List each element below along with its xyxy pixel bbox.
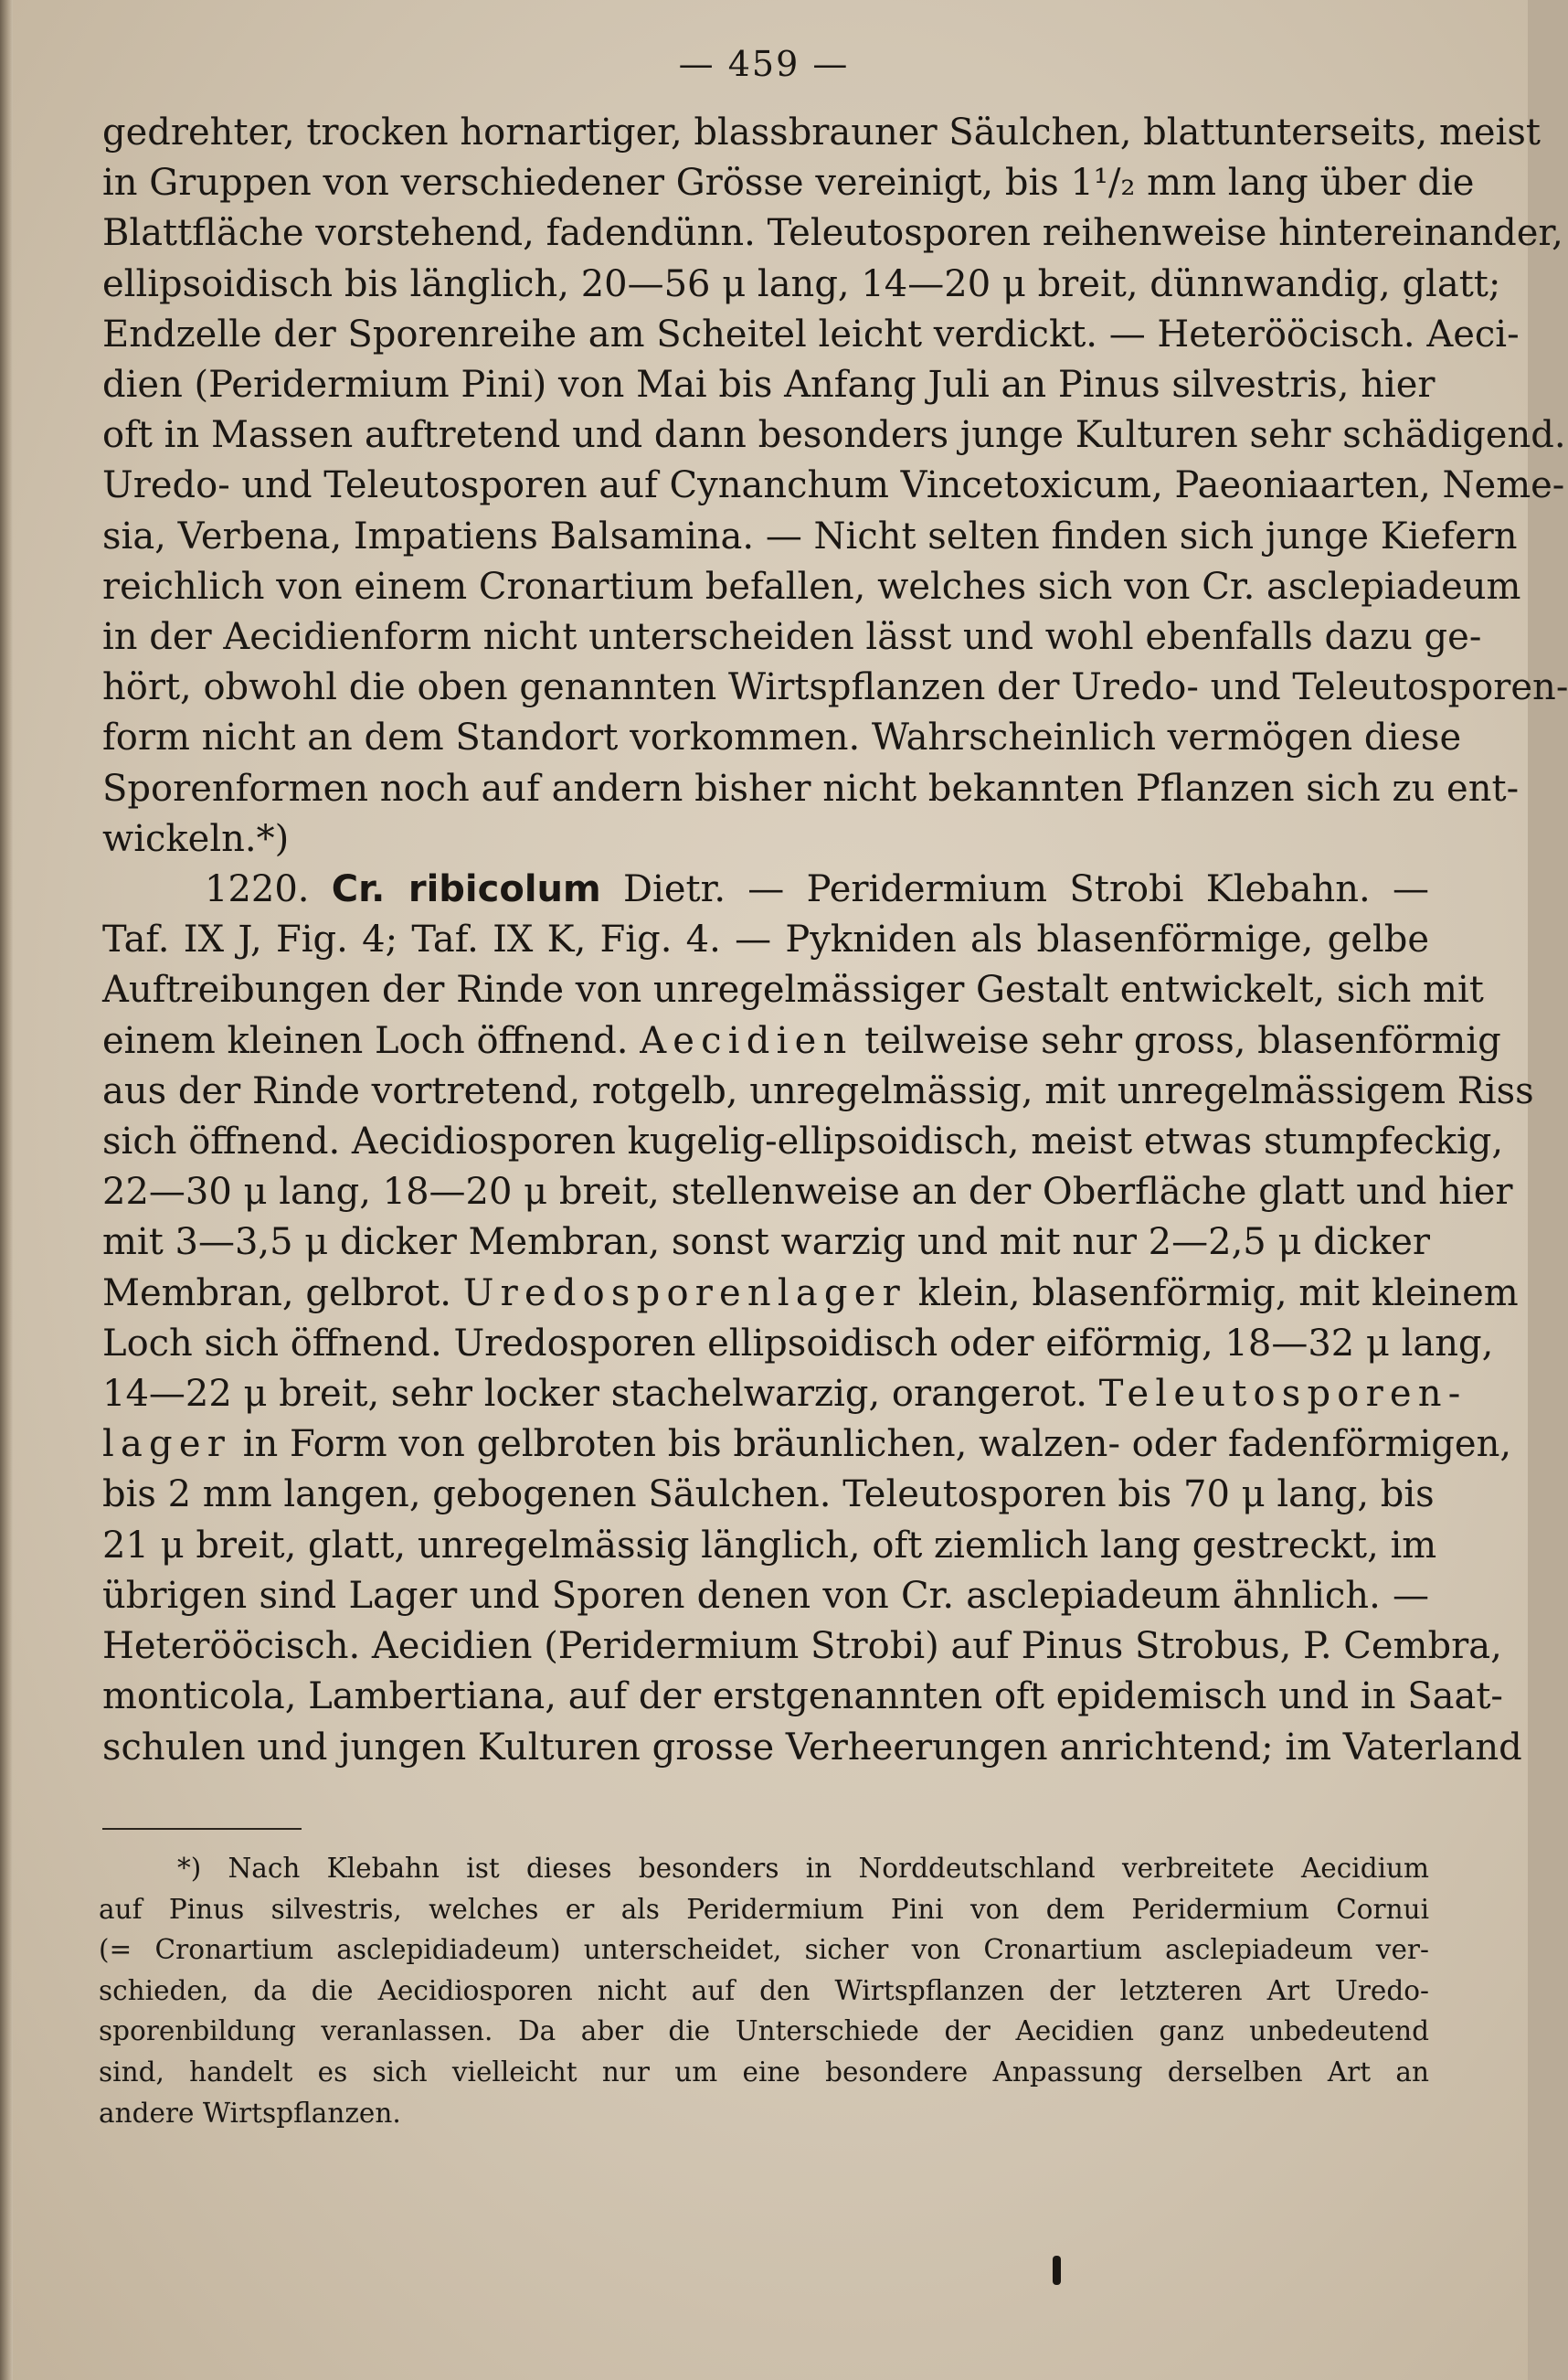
- text-line: Blattfläche vorstehend, fadendünn. Teleutosporen reihenweise hintereinander,: [102, 212, 1563, 255]
- text-line: oft in Massen auftretend und dann besonders junge Kulturen sehr schädigend.: [102, 414, 1566, 457]
- text-line: Uredo- und Teleutosporen auf Cynanchum Vincetoxicum, Paeoniaarten, Neme-: [102, 464, 1565, 507]
- text-line: sia, Verbena, Impatiens Balsamina. — Nicht selten finden sich junge Kiefern: [102, 515, 1518, 558]
- footnote-line: *) Nach Klebahn ist dieses besonders in Norddeutschland verbreitete Aecidium: [177, 1853, 1429, 1884]
- text-line: wickeln.*): [102, 817, 290, 860]
- text-line: gedrehter, trocken hornartiger, blassbrauner Säulchen, blattunterseits, meist: [102, 112, 1541, 154]
- teleutosporenlager-label: Teleutosporen-: [1098, 1373, 1467, 1416]
- entry-heading-line: [102, 865, 1429, 915]
- footnote-line: auf Pinus silvestris, welches er als Peridermium Pini von dem Peridermium Cornui: [99, 1893, 1429, 1925]
- teleutosporenlager-label: lager: [102, 1423, 232, 1466]
- text-line: monticola, Lambertiana, auf der erstgenannten oft epidemisch und in Saat-: [102, 1675, 1503, 1718]
- footnote: [99, 1848, 1429, 2133]
- text-line: Endzelle der Sporenreihe am Scheitel leicht verdickt. — Heterööcisch. Aeci-: [102, 313, 1520, 356]
- main-text: [102, 108, 1568, 1773]
- text-line: in der Aecidienform nicht unterscheiden lässt und wohl ebenfalls dazu ge-: [102, 616, 1482, 659]
- text-line: 22—30 μ lang, 18—20 μ breit, stellenweise an der Oberfläche glatt und hier: [102, 1171, 1513, 1214]
- text-line: [102, 1269, 1519, 1319]
- entry-species-name: Cr. ribicolum: [331, 868, 601, 911]
- text-line: sich öffnend. Aecidiosporen kugelig-ellipsoidisch, meist etwas stumpfeckig,: [102, 1121, 1504, 1163]
- text-line: [102, 1369, 1467, 1419]
- text-line: Heterööcisch. Aecidien (Peridermium Strobi) auf Pinus Strobus, P. Cembra,: [102, 1625, 1502, 1668]
- footnote-divider: [102, 1828, 302, 1830]
- text-segment: Membran, gelbrot.: [102, 1271, 451, 1314]
- text-segment: 14—22 μ breit, sehr locker stachelwarzig, orangerot.: [102, 1373, 1088, 1416]
- text-line: in Gruppen von verschiedener Grösse vereinigt, bis 1¹/₂ mm lang über die: [102, 162, 1475, 205]
- text-line: hört, obwohl die oben genannten Wirtspflanzen der Uredo- und Teleutosporen-: [102, 666, 1568, 709]
- text-line: aus der Rinde vortretend, rotgelb, unregelmässig, mit unregelmässigem Riss: [102, 1069, 1534, 1112]
- text-line: schulen und jungen Kulturen grosse Verheerungen anrichtend; im Vaterland: [102, 1726, 1522, 1769]
- footnote-line: schieden, da die Aecidiosporen nicht auf den Wirtspflanzen der letzteren Art Uredo-: [99, 1974, 1429, 2006]
- page-gutter-shadow: [0, 0, 13, 2380]
- text-line: Sporenformen noch auf andern bisher nicht bekannten Pflanzen sich zu ent-: [102, 767, 1520, 810]
- aecidien-label: Aecidien: [640, 1019, 853, 1062]
- text-line: Taf. IX J, Fig. 4; Taf. IX K, Fig. 4. — Pykniden als blasenförmige, gelbe: [102, 919, 1429, 962]
- entry-number: 1220.: [205, 868, 310, 911]
- entry-heading-rest: Dietr. — Peridermium Strobi Klebahn. —: [622, 868, 1430, 911]
- text-line: ellipsoidisch bis länglich, 20—56 μ lang, 14—20 μ breit, dünnwandig, glatt;: [102, 262, 1501, 305]
- text-segment: teilweise sehr gross, blasenförmig: [864, 1019, 1501, 1062]
- text-line: Loch sich öffnend. Uredosporen ellipsoidisch oder eiförmig, 18—32 μ lang,: [102, 1322, 1494, 1365]
- text-line: bis 2 mm langen, gebogenen Säulchen. Teleutosporen bis 70 μ lang, bis: [102, 1473, 1435, 1516]
- text-line: Auftreibungen der Rinde von unregelmässiger Gestalt entwickelt, sich mit: [102, 969, 1484, 1012]
- text-segment: einem kleinen Loch öffnend.: [102, 1019, 629, 1062]
- text-line: form nicht an dem Standort vorkommen. Wahrscheinlich vermögen diese: [102, 717, 1462, 760]
- uredosporenlager-label: Uredosporenlager: [462, 1271, 906, 1314]
- page-number: — 459 —: [678, 44, 850, 84]
- text-line: dien (Peridermium Pini) von Mai bis Anfang Juli an Pinus silvestris, hier: [102, 364, 1436, 407]
- footnote-line: andere Wirtspflanzen.: [99, 2097, 401, 2129]
- footnote-line: sporenbildung veranlassen. Da aber die Unterschiede der Aecidien ganz unbedeutend: [99, 2015, 1429, 2047]
- text-line: 21 μ breit, glatt, unregelmässig länglich, oft ziemlich lang gestreckt, im: [102, 1524, 1437, 1567]
- text-segment: in Form von gelbroten bis bräunlichen, walzen- oder fadenförmigen,: [242, 1423, 1512, 1466]
- footnote-line: (= Cronartium asclepidiadeum) unterscheidet, sicher von Cronartium asclepiadeum ver-: [99, 1934, 1429, 1966]
- text-line: übrigen sind Lager und Sporen denen von Cr. asclepiadeum ähnlich. —: [102, 1574, 1429, 1617]
- text-line: reichlich von einem Cronartium befallen, welches sich von Cr. asclepiadeum: [102, 565, 1521, 608]
- text-segment: klein, blasenförmig, mit kleinem: [917, 1271, 1519, 1314]
- text-line: [102, 1016, 1501, 1067]
- text-line: [102, 1419, 1512, 1470]
- footnote-line: sind, handelt es sich vielleicht nur um eine besondere Anpassung derselben Art an: [99, 2056, 1429, 2088]
- ink-spot: [1053, 2256, 1061, 2285]
- text-line: mit 3—3,5 μ dicker Membran, sonst warzig und mit nur 2—2,5 μ dicker: [102, 1221, 1430, 1264]
